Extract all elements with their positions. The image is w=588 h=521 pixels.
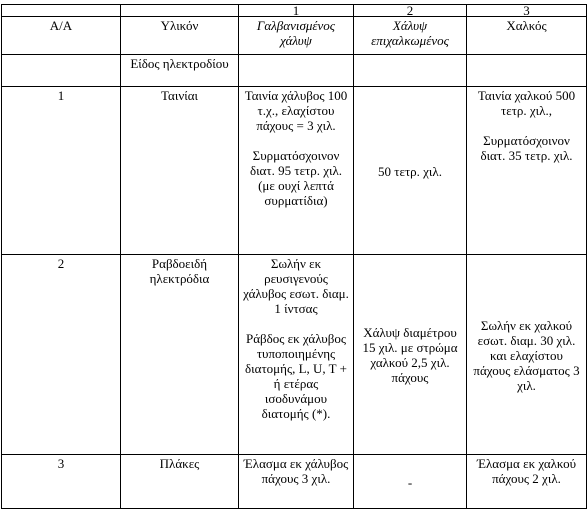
row-galvanized-steel: Έλασμα εκ χάλυβος πάχους 3 χιλ. — [239, 455, 354, 509]
table-row — [2, 255, 587, 455]
row-number: 2 — [2, 255, 121, 455]
row-copper: Σωλήν εκ χαλκού εσωτ. διαμ. 30 χιλ. και ελαχίστου πάχους ελάσματος 3 χιλ. — [467, 255, 587, 455]
header-copper-plated-steel: Χάλυψ επιχαλκωμένος — [354, 17, 467, 55]
header-row — [2, 17, 587, 55]
row-copper-plated-steel: 50 τετρ. χιλ. — [354, 87, 467, 255]
electrode-spec-table — [1, 4, 587, 509]
column-number-row — [2, 5, 587, 17]
spec-text: Σωλήν εκ ρευσιγενούς χάλυβος εσωτ. διαμ. 1 ίντσας — [243, 256, 349, 316]
spec-text: Ράβδος εκ χάλυβος τυποποιημένης διατομής, L, U, T + ή ετέρας ισοδυνάμου διατομής (*). — [245, 331, 347, 421]
row-galvanized-steel — [239, 255, 354, 455]
column-number-cell: 3 — [467, 5, 587, 17]
electrode-type-label: Είδος ηλεκτροδίου — [121, 55, 239, 87]
row-material: Ραβδοειδή ηλεκτρόδια — [121, 255, 239, 455]
header-material: Υλικόν — [121, 17, 239, 55]
row-material: Ταινίαι — [121, 87, 239, 255]
row-galvanized-steel — [239, 87, 354, 255]
row-material: Πλάκες — [121, 455, 239, 509]
row-copper: Έλασμα εκ χαλκού πάχους 2 χιλ. — [467, 455, 587, 509]
row-copper-plated-steel: - — [354, 455, 467, 509]
column-number-cell — [2, 5, 121, 17]
spec-text: Ταινία χάλυβος 100 τ.χ., ελαχίστου πάχους = 3 χιλ. — [244, 88, 348, 133]
row-number: 1 — [2, 87, 121, 255]
table-row — [2, 455, 587, 509]
header-aa: Α/Α — [2, 17, 121, 55]
row-copper-plated-steel: Χάλυψ διαμέτρου 15 χιλ. με στρώμα χαλκού 2,5 χιλ. πάχους — [354, 255, 467, 455]
spec-text: Συρματόσχοινον διατ. 95 τετρ. χιλ. (με ουχί λεπτά συρματίδια) — [249, 148, 343, 208]
spec-text: Συρματόσχοινον διατ. 35 τετρ. χιλ. — [480, 133, 573, 163]
header-galvanized-steel: Γαλβανισμένος χάλυψ — [239, 17, 354, 55]
spec-text: Ταινία χαλκού 500 τετρ. χιλ., — [477, 88, 576, 118]
column-number-cell — [121, 5, 239, 17]
table-row — [2, 87, 587, 255]
column-number-cell: 2 — [354, 5, 467, 17]
header-copper: Χαλκός — [467, 17, 587, 55]
row-copper — [467, 87, 587, 255]
row-number: 3 — [2, 455, 121, 509]
electrode-type-row — [2, 55, 587, 87]
column-number-cell: 1 — [239, 5, 354, 17]
